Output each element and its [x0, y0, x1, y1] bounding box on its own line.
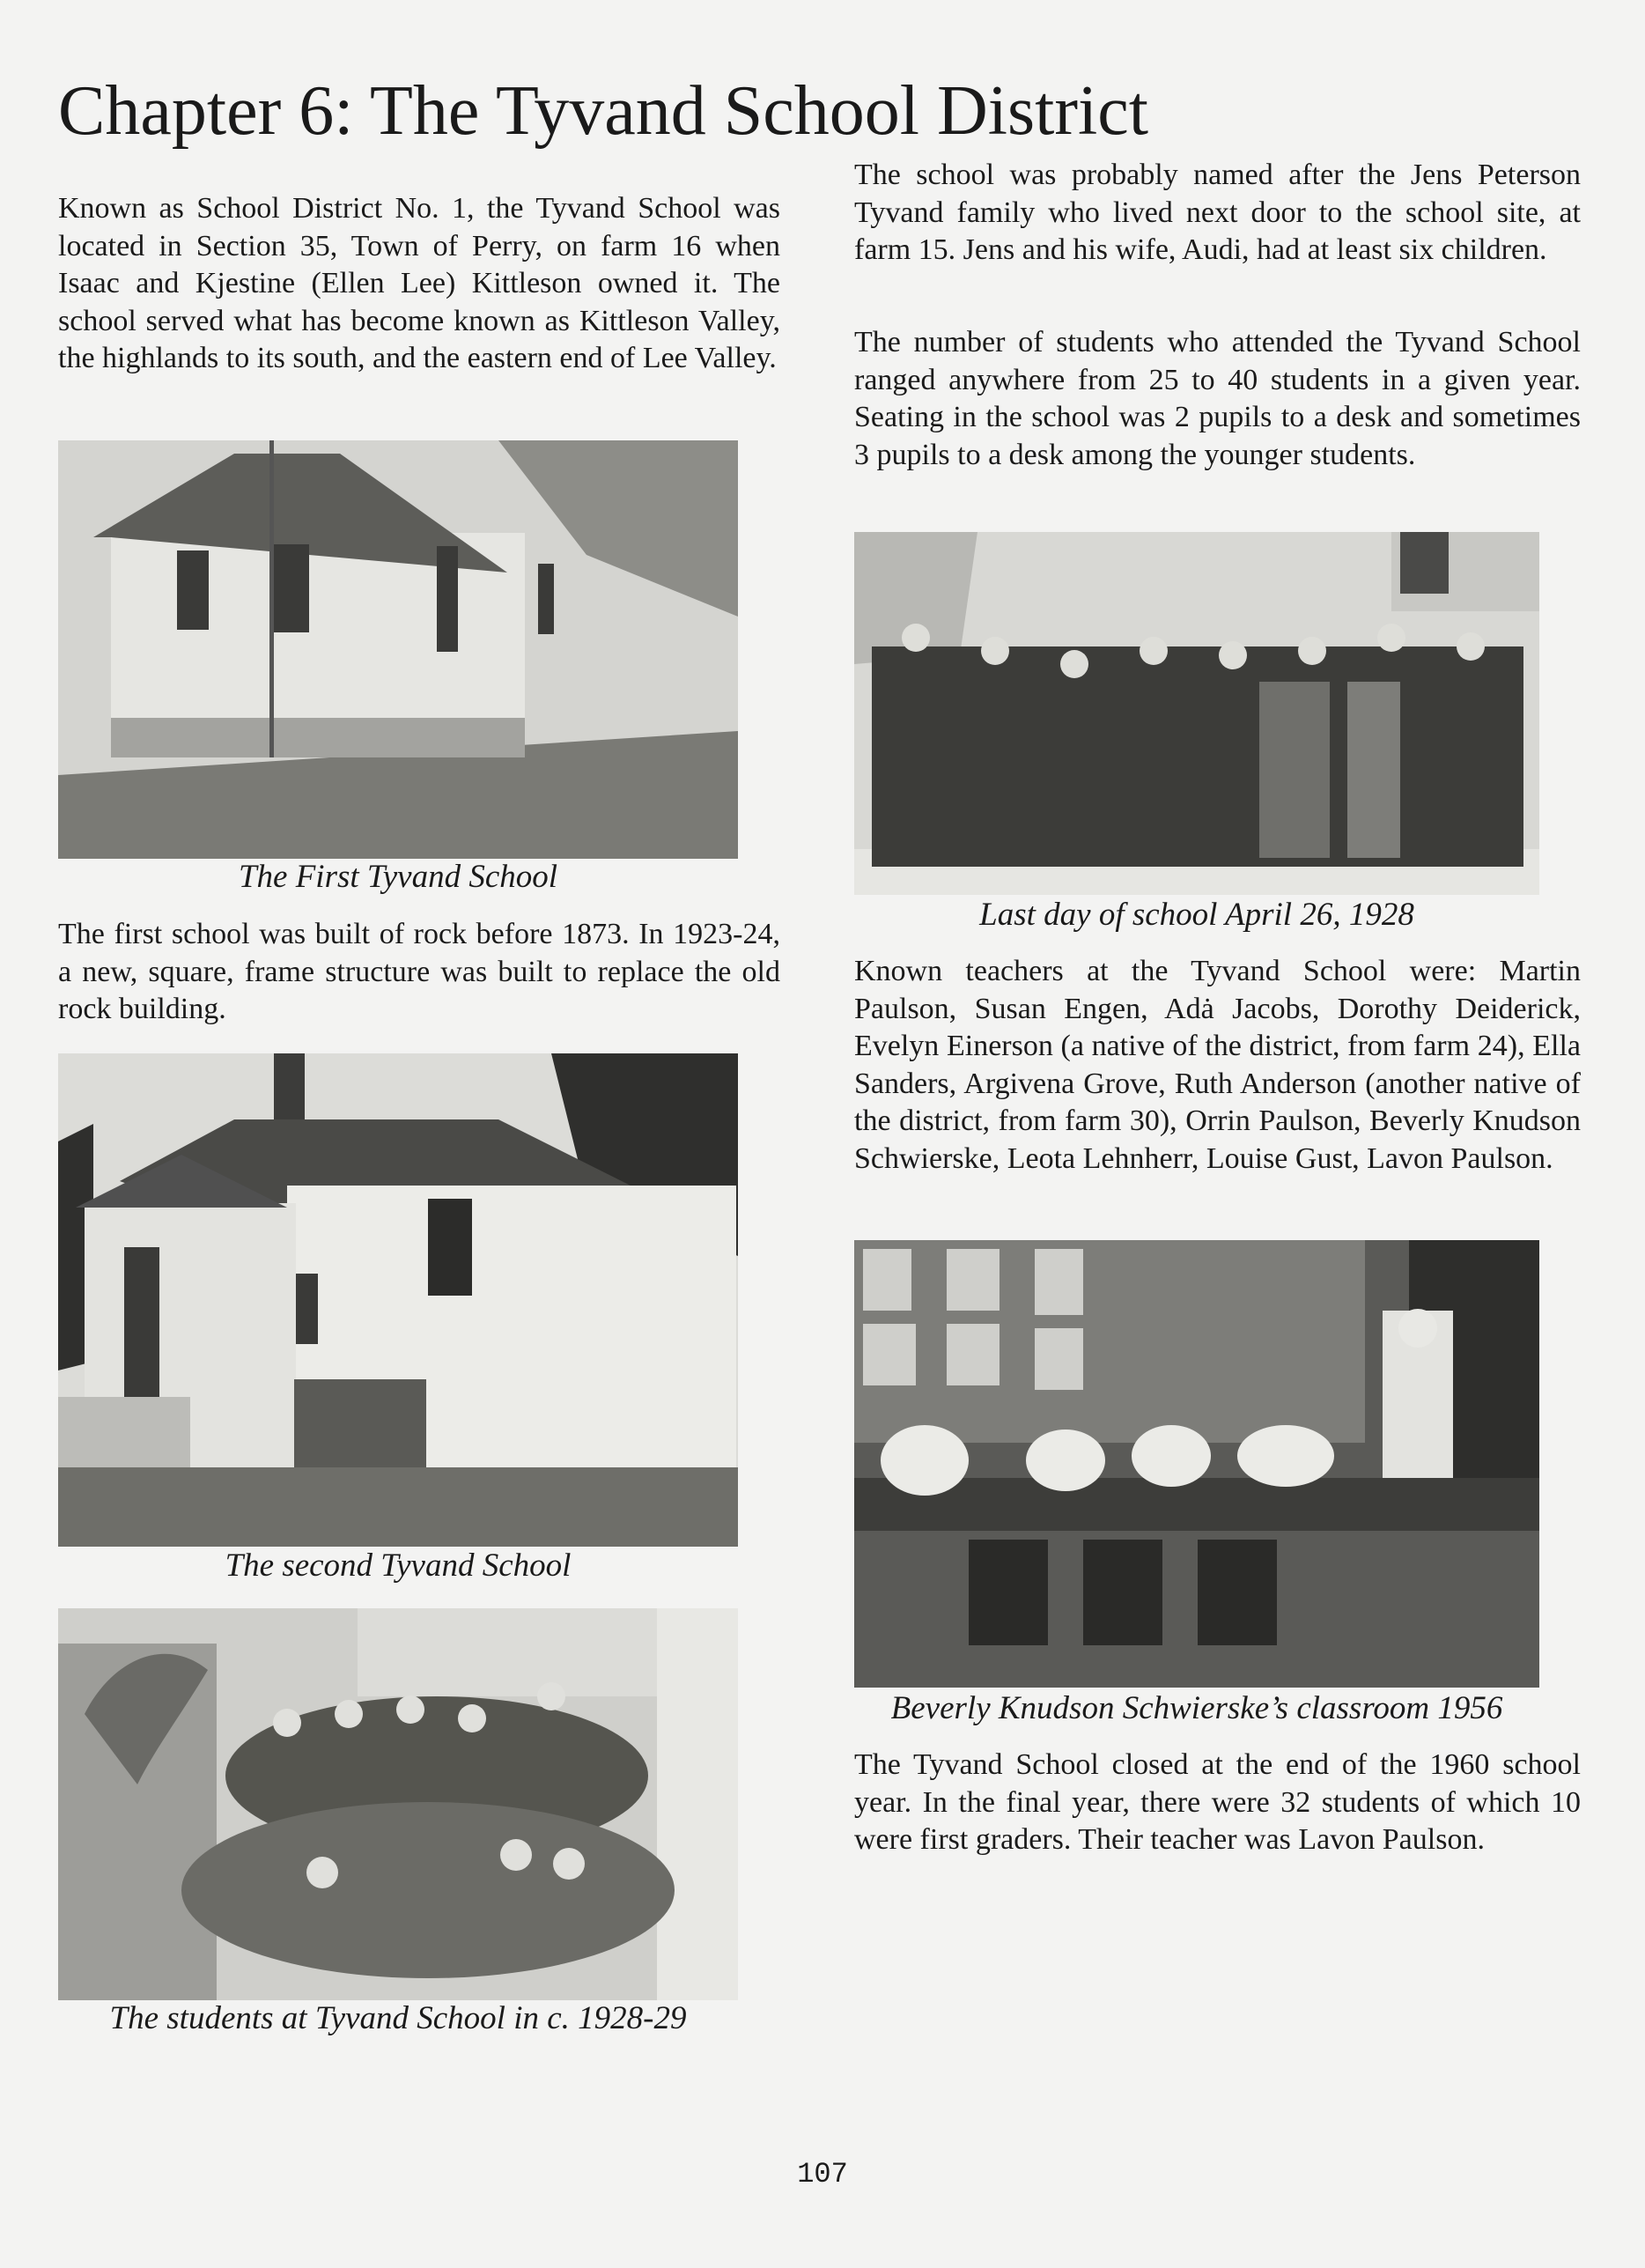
last-day-caption: Last day of school April 26, 1928: [979, 897, 1414, 933]
name-origin-paragraph: The school was probably named after the Jens Peterson Tyvand family who lived next door to the school site, at farm 15. Jens and his wife, Audi, had at least six children.: [854, 159, 1581, 266]
students-1928-caption: The students at Tyvand School in c. 1928-29: [109, 2000, 687, 2036]
first-school-photo: [58, 440, 738, 859]
second-school-caption: The second Tyvand School: [225, 1548, 572, 1584]
students-count-paragraph: The number of students who attended the Tyvand School ranged anywhere from 25 to 40 students in a given year. Seating in the school was 2 pupils to a desk and sometimes 3 pupils to a desk among the younger students.: [854, 326, 1581, 471]
classroom-1956-photo: [854, 1240, 1539, 1688]
first-school-caption: The First Tyvand School: [238, 859, 558, 895]
students-1928-photo: [58, 1608, 738, 2000]
first-school-paragraph: The first school was built of rock before 1873. In 1923-24, a new, square, frame structure was built to replace the old rock building.: [58, 918, 780, 1025]
closing-paragraph: The Tyvand School closed at the end of the 1960 school year. In the final year, there were 32 students of which 10 were first graders. Their teacher was Lavon Paulson.: [854, 1748, 1581, 1856]
chapter-title: Chapter 6: The Tyvand School District: [58, 72, 1148, 150]
page-number: 107: [797, 2158, 848, 2190]
classroom-1956-caption: Beverly Knudson Schwierske’s classroom 1956: [890, 1690, 1503, 1726]
last-day-photo: [854, 532, 1539, 895]
teachers-paragraph: Known teachers at the Tyvand School were: Martin Paulson, Susan Engen, Adȧ Jacobs, Dorothy Deiderick, Evelyn Einerson (a native of the district, from farm 24), Ella Sanders, Argivena Grove, Ruth Anderson (another native of the district, from farm 30), Orrin Paulson, Beverly Knudson Schwierske, Leota Lehnherr, Louise Gust, Lavon Paulson.: [854, 955, 1581, 1175]
second-school-photo: [58, 1053, 738, 1547]
intro-paragraph: Known as School District No. 1, the Tyvand School was located in Section 35, Town of Perry, on farm 16 when Isaac and Kjestine (Ellen Lee) Kittleson owned it. The school served what has become known as Kittleson Valley, the highlands to its south, and the eastern end of Lee Valley.: [58, 192, 780, 374]
